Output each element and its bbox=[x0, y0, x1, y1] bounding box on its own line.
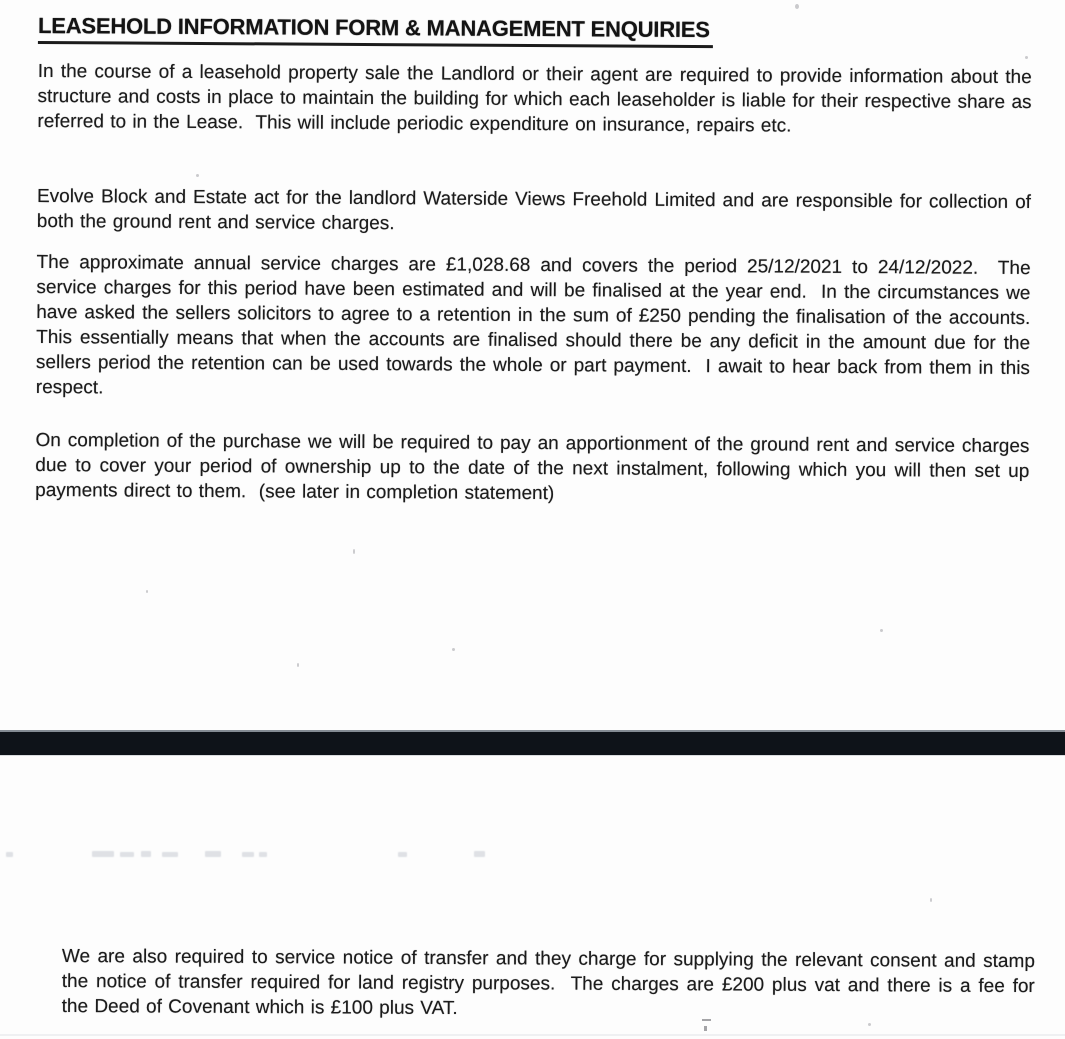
paragraph-managing-agent: Evolve Block and Estate act for the landlord Waterside Views Freehold Limited and are responsible for collection of both the ground rent and service charges. bbox=[36, 185, 1038, 235]
bleed-mark bbox=[92, 851, 114, 857]
scan-speck bbox=[1025, 56, 1028, 59]
scan-speck bbox=[930, 898, 932, 902]
bleed-mark bbox=[120, 852, 134, 857]
bleed-mark bbox=[141, 851, 151, 857]
scan-speck bbox=[146, 590, 148, 593]
bleed-mark bbox=[242, 852, 254, 857]
document-title: LEASEHOLD INFORMATION FORM & MANAGEMENT ENQUIRIES bbox=[38, 13, 713, 48]
paragraph-notice-of-transfer: We are also required to service notice of transfer and they charge for supplying the relevant consent and stamp the notice of transfer required for land registry purposes. The charges are £200 plus vat and there is a fee for the Deed of Covenant which is £100 plus VAT. bbox=[61, 946, 1042, 1020]
scan-dash-mark bbox=[704, 1026, 707, 1031]
scan-speck bbox=[868, 1023, 871, 1026]
bleed-mark bbox=[6, 852, 13, 857]
bleed-mark bbox=[205, 851, 221, 857]
scan-dash-mark bbox=[702, 1019, 711, 1021]
bleed-mark bbox=[259, 852, 267, 857]
paragraph-intro: In the course of a leasehold property sale the Landlord or their agent are required to provide information about the structure and costs in place to maintain the building for which each leaseholder is liable for their respective share as referred to in the Lease. This will include periodic expenditure on insurance, repairs etc. bbox=[37, 60, 1039, 137]
scan-speck bbox=[795, 4, 799, 9]
scan-speck bbox=[353, 549, 355, 554]
paragraph-apportionment: On completion of the purchase we will be required to pay an apportionment of the ground rent and service charges due to cover your period of ownership up to the date of the next instalment, following which you will then set up payments direct to them. (see later in completion statement) bbox=[35, 429, 1036, 505]
scan-bleed-marks bbox=[0, 849, 1065, 859]
bleed-mark bbox=[474, 851, 485, 857]
scan-speck bbox=[880, 629, 883, 632]
paragraph-service-charges: The approximate annual service charges are £1,028.68 and covers the period 25/12/2021 to 24/12/2022. The service charges for this period have been estimated and will be finalised at the year end. In the circumstances we have asked the sellers solicitors to agree to a retention in the sum of £250 pending the finalisation of the accounts. This essentially means that when the accounts are finalised should there be any deficit in the amount due for the sellers period the retention can be used towards the whole or part payment. I await to hear back from them in this respect. bbox=[35, 251, 1043, 399]
scan-speck bbox=[297, 663, 299, 667]
bleed-mark bbox=[162, 852, 178, 857]
page-edge-shadow bbox=[0, 1034, 1065, 1036]
scan-speck bbox=[196, 174, 199, 177]
redaction-bar bbox=[0, 730, 1065, 756]
scan-speck bbox=[452, 648, 455, 651]
bleed-mark bbox=[398, 852, 407, 857]
